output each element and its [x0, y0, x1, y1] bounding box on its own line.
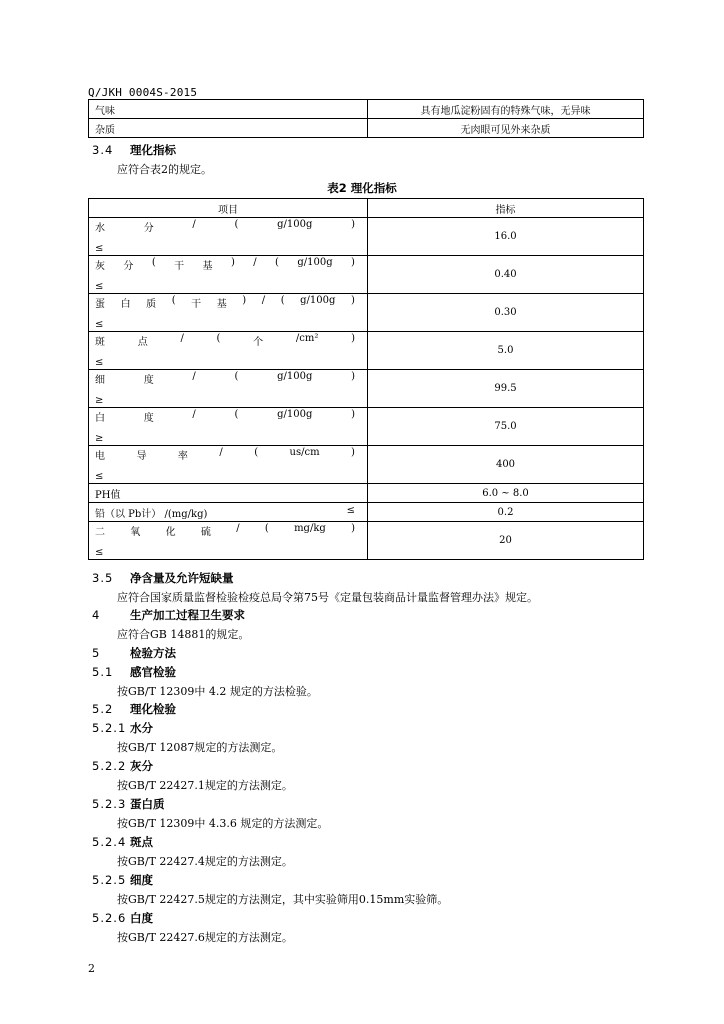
row-item-part: 分	[143, 223, 154, 234]
row-item-part: 率	[177, 451, 188, 462]
row-item-part: )	[351, 257, 355, 268]
row-item-part: 水	[95, 223, 105, 234]
row-item-part: g/100g	[277, 219, 313, 230]
row-item-part: 蛋	[95, 299, 105, 310]
header-value: 指标	[368, 199, 644, 218]
row-item-part: us/cm	[289, 447, 320, 458]
paragraph: 按GB/T 22427.5规定的方法测定，其中实验筛用0.15mm实验筛。	[117, 893, 449, 906]
table-row	[89, 119, 644, 138]
section-heading: 3.5 净含量及允许短缺量	[92, 571, 234, 585]
row-item-part: g/100g	[297, 257, 333, 268]
paragraph: 按GB/T 22427.1规定的方法测定。	[117, 779, 293, 792]
row-value: 5.0	[368, 332, 644, 370]
row-item-part: 灰	[95, 261, 105, 272]
row-symbol: ≤	[95, 243, 104, 254]
row-value: 0.2	[368, 503, 644, 522]
row-item: 气味	[89, 100, 368, 119]
table-row	[89, 256, 644, 294]
row-symbol: ≤	[95, 471, 104, 482]
row-symbol: ≤	[95, 357, 104, 368]
row-item-part: (	[234, 219, 239, 230]
table-row	[89, 446, 644, 484]
row-item-part: 白	[95, 413, 105, 424]
row-value: 具有地瓜淀粉固有的特殊气味，无异味	[368, 100, 644, 119]
paragraph: 按GB/T 12309中 4.3.6 规定的方法测定。	[117, 817, 329, 830]
row-item-part: 基	[202, 261, 213, 272]
row-item-part: (	[264, 523, 269, 534]
row-item-part: )	[351, 219, 355, 230]
row-item-part: g/100g	[277, 371, 313, 382]
row-symbol: ≥	[95, 433, 104, 444]
row-item-part: 细	[95, 375, 105, 386]
row-item-part: 二	[95, 527, 105, 538]
row-symbol: ≤	[95, 281, 104, 292]
row-item-part: 硫	[200, 527, 211, 538]
section-heading: 5 检验方法	[92, 646, 176, 660]
table-row	[89, 503, 644, 522]
row-item-part: )	[242, 295, 247, 306]
row-item-part: (	[234, 409, 239, 420]
table-row	[89, 100, 644, 119]
row-item: 杂质	[89, 119, 368, 138]
row-value: 0.40	[368, 256, 644, 294]
row-item-part: 质	[146, 299, 157, 310]
row-item-part: /	[261, 295, 266, 306]
paragraph: 按GB/T 12309中 4.2 规定的方法检验。	[117, 685, 318, 698]
row-value: 400	[368, 446, 644, 484]
row-item-part: 干	[174, 261, 185, 272]
row-value: 99.5	[368, 370, 644, 408]
section-heading: 3.4 理化指标	[92, 143, 176, 157]
section-heading: 5.2.6 白度	[92, 911, 153, 925]
row-item-part: mg/kg	[294, 523, 326, 534]
row-item: PH值	[89, 484, 368, 503]
row-item-text: 铅（以 Pb计） /(mg/kg)	[95, 508, 208, 520]
physicochemical-table	[88, 198, 644, 560]
row-item-part: /cm²	[295, 333, 319, 344]
row-item-part: g/100g	[277, 409, 313, 420]
paragraph: 应符合国家质量监督检验检疫总局令第75号《定量包装商品计量监督管理办法》规定。	[117, 591, 538, 604]
section-heading: 5.2.1 水分	[92, 721, 153, 735]
row-value: 6.0 ~ 8.0	[368, 484, 644, 503]
section-heading: 5.1 感官检验	[92, 665, 176, 679]
header-item: 项目	[89, 199, 368, 218]
table-header-row	[89, 199, 644, 218]
row-item-part: 氧	[130, 527, 141, 538]
document-code: Q/JKH 0004S-2015	[88, 86, 198, 99]
row-item	[89, 446, 368, 484]
row-item	[89, 256, 368, 294]
row-item	[89, 218, 368, 256]
row-item-part: 化	[165, 527, 176, 538]
row-item-part: 白	[120, 299, 131, 310]
row-symbol: ≤	[346, 504, 355, 516]
section-heading: 5.2.2 灰分	[92, 759, 153, 773]
row-item	[89, 294, 368, 332]
table-caption: 表2 理化指标	[327, 181, 397, 195]
row-item-part: 导	[136, 451, 147, 462]
row-value: 75.0	[368, 408, 644, 446]
row-item-part: )	[350, 295, 355, 306]
row-item-part: )	[230, 257, 235, 268]
row-item	[89, 332, 368, 370]
section-heading: 5.2 理化检验	[92, 702, 176, 716]
table-row	[89, 370, 644, 408]
row-item-part: (	[216, 333, 221, 344]
section-heading: 5.2.5 细度	[92, 873, 153, 887]
row-item-part: 基	[216, 299, 227, 310]
row-item-part: )	[351, 371, 355, 382]
paragraph: 按GB/T 12087规定的方法测定。	[117, 741, 283, 754]
row-symbol: ≤	[95, 319, 104, 330]
row-item-part: 度	[143, 375, 154, 386]
row-value: 0.30	[368, 294, 644, 332]
row-item-part: /	[192, 409, 196, 420]
row-item-part: 分	[123, 261, 134, 272]
row-symbol: ≤	[95, 547, 104, 558]
row-item	[89, 503, 368, 522]
row-item-part: )	[351, 447, 355, 458]
row-item-part: /	[236, 523, 240, 534]
section-heading: 5.2.4 斑点	[92, 835, 153, 849]
row-item-part: (	[171, 295, 176, 306]
section-heading: 4 生产加工过程卫生要求	[92, 608, 245, 622]
row-item-part: (	[280, 295, 285, 306]
row-item-part: )	[351, 333, 355, 344]
row-item-part: g/100g	[300, 295, 336, 306]
paragraph: 应符合GB 14881的规定。	[117, 628, 250, 641]
page-number: 2	[88, 962, 95, 975]
row-item-part: /	[253, 257, 257, 268]
table-row	[89, 408, 644, 446]
row-item-part: /	[192, 219, 196, 230]
row-item	[89, 522, 368, 560]
table-row	[89, 522, 644, 560]
row-item-part: )	[351, 409, 355, 420]
row-item-part: 干	[191, 299, 202, 310]
row-item-part: 电	[95, 451, 105, 462]
row-item-part: )	[351, 523, 355, 534]
row-value: 无肉眼可见外来杂质	[368, 119, 644, 138]
section-heading: 5.2.3 蛋白质	[92, 797, 165, 811]
row-item-part: 度	[143, 413, 154, 424]
row-value: 16.0	[368, 218, 644, 256]
row-item-part: 点	[137, 337, 148, 348]
row-value: 20	[368, 522, 644, 560]
paragraph: 按GB/T 22427.6规定的方法测定。	[117, 931, 293, 944]
row-item-part: /	[192, 371, 196, 382]
row-item-part: (	[275, 257, 279, 268]
row-item-part: /	[180, 333, 184, 344]
paragraph: 按GB/T 22427.4规定的方法测定。	[117, 855, 293, 868]
paragraph: 应符合表2的规定。	[117, 163, 212, 176]
row-item-part: (	[234, 371, 239, 382]
row-item-part: 个	[253, 337, 264, 348]
table-row	[89, 484, 644, 503]
table-row	[89, 332, 644, 370]
row-item	[89, 370, 368, 408]
sensory-table-continued	[88, 99, 644, 138]
row-item	[89, 408, 368, 446]
row-symbol: ≥	[95, 395, 104, 406]
row-item-part: 斑	[95, 337, 105, 348]
row-item-part: /	[219, 447, 223, 458]
table-row	[89, 294, 644, 332]
row-item-part: (	[254, 447, 259, 458]
row-item-part: (	[151, 257, 156, 268]
table-row	[89, 218, 644, 256]
